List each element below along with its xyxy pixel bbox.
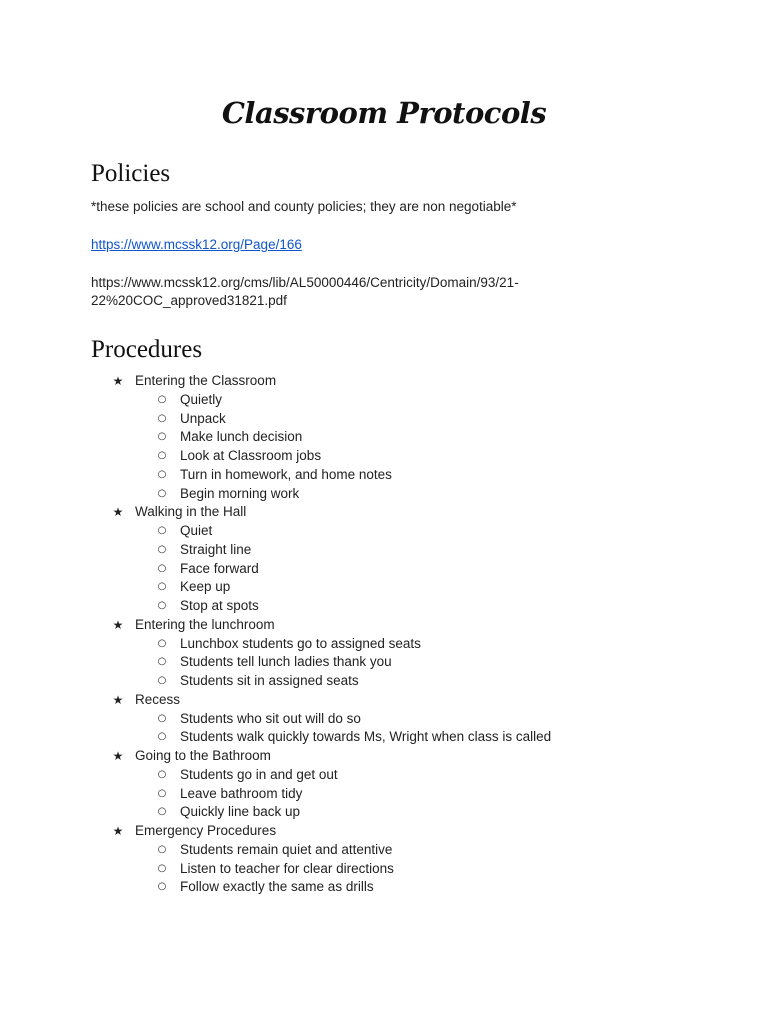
procedure-step	[0, 597, 768, 616]
procedure-step	[0, 766, 768, 785]
procedure-step-label: Keep up	[180, 579, 231, 595]
star-bullet-icon: ★	[112, 824, 124, 838]
procedure-step	[0, 578, 768, 597]
procedure-step-label: Begin morning work	[180, 485, 300, 501]
procedure-section	[0, 691, 768, 710]
circle-bullet-icon: ○	[157, 562, 167, 574]
procedure-step-label: Students who sit out will do so	[180, 710, 361, 726]
procedure-step-label: Lunchbox students go to assigned seats	[180, 635, 421, 651]
procedure-step	[0, 428, 768, 447]
circle-bullet-icon: ○	[157, 543, 167, 555]
procedure-step	[0, 860, 768, 879]
circle-bullet-icon: ○	[157, 843, 167, 855]
procedure-step	[0, 672, 768, 691]
star-bullet-icon: ★	[112, 374, 124, 388]
procedure-section-label: Recess	[135, 691, 181, 707]
procedure-step-label: Quiet	[180, 523, 213, 538]
circle-bullet-icon: ○	[157, 581, 167, 593]
circle-bullet-icon: ○	[157, 450, 167, 461]
procedure-step	[0, 541, 768, 560]
procedure-step	[0, 560, 768, 579]
procedure-step	[0, 653, 768, 672]
procedure-step	[0, 841, 768, 860]
procedure-section	[0, 503, 768, 522]
page-title: Classroom Protocols	[221, 96, 547, 130]
procedure-section	[0, 822, 768, 841]
procedure-step-label: Turn in homework, and home notes	[180, 466, 392, 482]
procedure-step-label: Students remain quiet and attentive	[180, 841, 393, 857]
circle-bullet-icon: ○	[157, 487, 167, 499]
circle-bullet-icon: ○	[157, 431, 167, 443]
procedure-step	[0, 410, 768, 429]
procedure-section-label: Emergency Procedures	[135, 823, 277, 838]
policies-url-line-1: https://www.mcssk12.org/cms/lib/AL50000446/Centricity/Domain/93/21-	[91, 275, 519, 290]
procedure-step-label: Stop at spots	[180, 598, 259, 613]
procedure-step-label: Quietly	[180, 391, 223, 407]
circle-bullet-icon: ○	[157, 468, 167, 480]
procedures-list	[0, 372, 768, 897]
procedure-step	[0, 635, 768, 654]
circle-bullet-icon: ○	[157, 787, 167, 799]
star-bullet-icon: ★	[112, 749, 124, 763]
circle-bullet-icon: ○	[157, 412, 167, 424]
procedure-step-label: Students go in and get out	[180, 766, 338, 782]
circle-bullet-icon: ○	[157, 862, 167, 874]
procedure-step-label: Students tell lunch ladies thank you	[180, 654, 392, 670]
procedure-step	[0, 803, 768, 822]
procedure-step-label: Students walk quickly towards Ms, Wright when class is called	[180, 729, 552, 745]
procedure-step-label: Look at Classroom jobs	[180, 448, 322, 463]
circle-bullet-icon: ○	[157, 600, 167, 611]
procedure-step-label: Make lunch decision	[180, 429, 303, 445]
procedure-step	[0, 466, 768, 485]
star-bullet-icon: ★	[112, 692, 124, 707]
procedure-section	[0, 372, 768, 391]
circle-bullet-icon: ○	[157, 731, 167, 743]
star-bullet-icon: ★	[112, 505, 124, 520]
procedure-section	[0, 616, 768, 635]
procedure-step-label: Straight line	[180, 541, 252, 557]
policies-link-line	[91, 237, 302, 252]
star-bullet-icon: ★	[112, 617, 124, 632]
circle-bullet-icon: ○	[157, 881, 167, 893]
procedure-step-label: Listen to teacher for clear directions	[180, 860, 394, 876]
circle-bullet-icon: ○	[157, 525, 167, 536]
procedure-section-label: Going to the Bathroom	[135, 748, 271, 763]
procedure-section-label: Entering the lunchroom	[135, 616, 275, 632]
circle-bullet-icon: ○	[157, 675, 167, 686]
procedures-heading: Procedures	[91, 336, 203, 363]
procedure-step	[0, 391, 768, 410]
procedure-step	[0, 728, 768, 747]
procedure-step	[0, 485, 768, 504]
procedure-step	[0, 785, 768, 804]
circle-bullet-icon: ○	[157, 712, 167, 724]
procedure-step	[0, 447, 768, 466]
procedure-step-label: Leave bathroom tidy	[180, 785, 303, 801]
circle-bullet-icon: ○	[157, 393, 167, 405]
procedure-step	[0, 522, 768, 541]
procedure-step	[0, 710, 768, 729]
circle-bullet-icon: ○	[157, 768, 167, 780]
circle-bullet-icon: ○	[157, 656, 167, 668]
procedure-step-label: Follow exactly the same as drills	[180, 879, 374, 895]
procedure-step-label: Students sit in assigned seats	[180, 673, 359, 688]
procedure-section-label: Walking in the Hall	[135, 504, 247, 520]
circle-bullet-icon: ○	[157, 637, 167, 649]
procedure-step-label: Quickly line back up	[180, 804, 301, 820]
procedure-step-label: Face forward	[180, 560, 259, 576]
procedure-section	[0, 747, 768, 766]
circle-bullet-icon: ○	[157, 806, 167, 818]
procedure-step	[0, 878, 768, 897]
procedure-section-label: Entering the Classroom	[135, 373, 277, 388]
policies-link[interactable]: https://www.mcssk12.org/Page/166	[91, 237, 302, 252]
policies-heading: Policies	[91, 160, 171, 187]
policies-url-line-2: 22%20COC_approved31821.pdf	[91, 293, 287, 308]
policies-note: *these policies are school and county policies; they are non negotiable*	[91, 199, 517, 214]
procedure-step-label: Unpack	[180, 410, 226, 426]
